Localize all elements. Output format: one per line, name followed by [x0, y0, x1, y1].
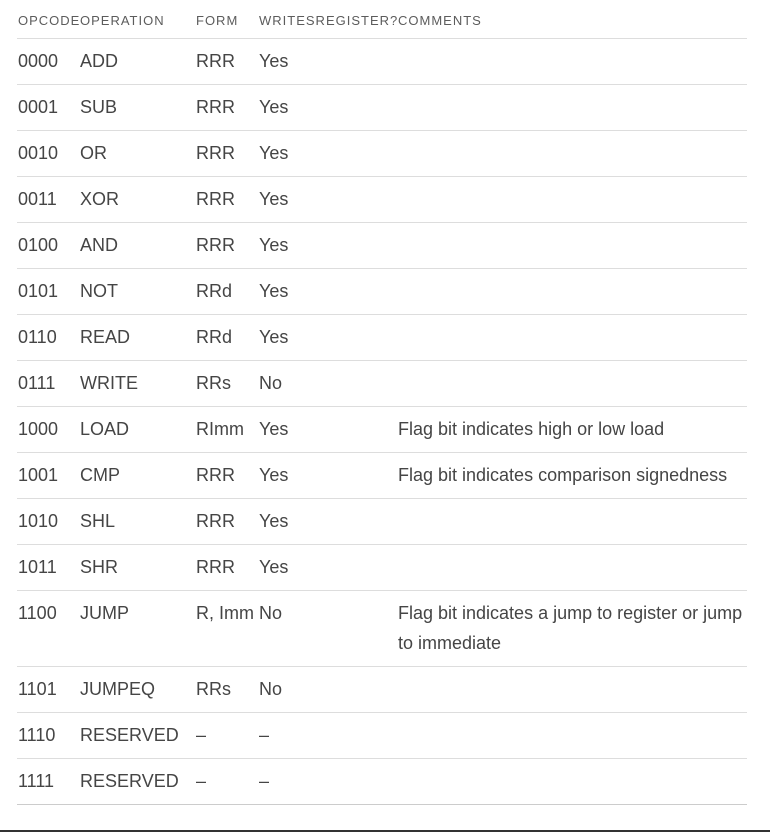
cell-form: – — [195, 713, 258, 759]
cell-writes-register: – — [258, 713, 397, 759]
cell-writes-register: – — [258, 759, 397, 805]
cell-form: RRd — [195, 315, 258, 361]
cell-opcode: 0111 — [17, 361, 79, 407]
cell-comments — [397, 713, 747, 759]
cell-form: RRR — [195, 223, 258, 269]
header-writes-register: WRITESREGISTER? — [258, 6, 397, 39]
header-form: FORM — [195, 6, 258, 39]
table-row — [17, 131, 747, 177]
table-row — [17, 85, 747, 131]
cell-opcode: 0000 — [17, 39, 79, 85]
cell-operation: CMP — [79, 453, 195, 499]
cell-opcode: 1011 — [17, 545, 79, 591]
cell-operation: ADD — [79, 39, 195, 85]
cell-comments — [397, 131, 747, 177]
cell-comments — [397, 315, 747, 361]
cell-form: RRR — [195, 39, 258, 85]
cell-operation: SUB — [79, 85, 195, 131]
cell-opcode: 0101 — [17, 269, 79, 315]
cell-comments — [397, 177, 747, 223]
table-row — [17, 269, 747, 315]
table-row — [17, 315, 747, 361]
cell-comments — [397, 361, 747, 407]
cell-operation: JUMPEQ — [79, 667, 195, 713]
table-row — [17, 223, 747, 269]
cell-comments — [397, 39, 747, 85]
cell-operation: AND — [79, 223, 195, 269]
cell-writes-register: No — [258, 591, 397, 667]
cell-opcode: 1110 — [17, 713, 79, 759]
cell-operation: WRITE — [79, 361, 195, 407]
cell-operation: SHR — [79, 545, 195, 591]
cell-writes-register: Yes — [258, 223, 397, 269]
cell-writes-register: Yes — [258, 545, 397, 591]
cell-comments — [397, 759, 747, 805]
cell-comments — [397, 223, 747, 269]
opcode-table — [17, 6, 747, 805]
cell-opcode: 1010 — [17, 499, 79, 545]
table-body — [17, 39, 747, 805]
cell-operation: JUMP — [79, 591, 195, 667]
cell-operation: RESERVED — [79, 713, 195, 759]
cell-operation: LOAD — [79, 407, 195, 453]
table-row — [17, 499, 747, 545]
header-opcode: OPCODE — [17, 6, 79, 39]
cell-form: R, Imm — [195, 591, 258, 667]
cell-writes-register: Yes — [258, 453, 397, 499]
cell-form: RRs — [195, 361, 258, 407]
table-row — [17, 545, 747, 591]
cell-form: RRR — [195, 499, 258, 545]
cell-writes-register: Yes — [258, 177, 397, 223]
cell-writes-register: Yes — [258, 269, 397, 315]
cell-comments — [397, 667, 747, 713]
cell-form: RRR — [195, 545, 258, 591]
cell-comments: Flag bit indicates comparison signedness — [397, 453, 747, 499]
cell-comments — [397, 545, 747, 591]
cell-comments — [397, 269, 747, 315]
table-row — [17, 591, 747, 667]
header-operation: OPERATION — [79, 6, 195, 39]
cell-form: RRd — [195, 269, 258, 315]
cell-opcode: 0011 — [17, 177, 79, 223]
cell-form: RRR — [195, 131, 258, 177]
table-row — [17, 713, 747, 759]
cell-opcode: 0001 — [17, 85, 79, 131]
cell-comments — [397, 85, 747, 131]
cell-writes-register: Yes — [258, 131, 397, 177]
table-row — [17, 453, 747, 499]
header-row — [17, 6, 747, 39]
cell-comments — [397, 499, 747, 545]
cell-opcode: 0010 — [17, 131, 79, 177]
cell-writes-register: Yes — [258, 85, 397, 131]
cell-writes-register: Yes — [258, 39, 397, 85]
cell-operation: READ — [79, 315, 195, 361]
table-row — [17, 177, 747, 223]
table-header — [17, 6, 747, 39]
cell-form: RRR — [195, 453, 258, 499]
cell-operation: RESERVED — [79, 759, 195, 805]
cell-opcode: 1001 — [17, 453, 79, 499]
cell-form: RImm — [195, 407, 258, 453]
cell-operation: OR — [79, 131, 195, 177]
table-row — [17, 759, 747, 805]
cell-operation: SHL — [79, 499, 195, 545]
table-row — [17, 407, 747, 453]
cell-form: RRs — [195, 667, 258, 713]
table-row — [17, 39, 747, 85]
cell-opcode: 1111 — [17, 759, 79, 805]
cell-opcode: 0110 — [17, 315, 79, 361]
table-row — [17, 667, 747, 713]
cell-operation: NOT — [79, 269, 195, 315]
cell-form: – — [195, 759, 258, 805]
cell-writes-register: Yes — [258, 499, 397, 545]
cell-comments: Flag bit indicates a jump to register or jump to immediate — [397, 591, 747, 667]
cell-opcode: 1100 — [17, 591, 79, 667]
table-row — [17, 361, 747, 407]
cell-operation: XOR — [79, 177, 195, 223]
cell-writes-register: No — [258, 667, 397, 713]
cell-opcode: 1101 — [17, 667, 79, 713]
cell-writes-register: No — [258, 361, 397, 407]
cell-opcode: 0100 — [17, 223, 79, 269]
cell-writes-register: Yes — [258, 407, 397, 453]
cell-opcode: 1000 — [17, 407, 79, 453]
cell-comments: Flag bit indicates high or low load — [397, 407, 747, 453]
cell-form: RRR — [195, 85, 258, 131]
header-comments: COMMENTS — [397, 6, 747, 39]
cell-writes-register: Yes — [258, 315, 397, 361]
cell-form: RRR — [195, 177, 258, 223]
